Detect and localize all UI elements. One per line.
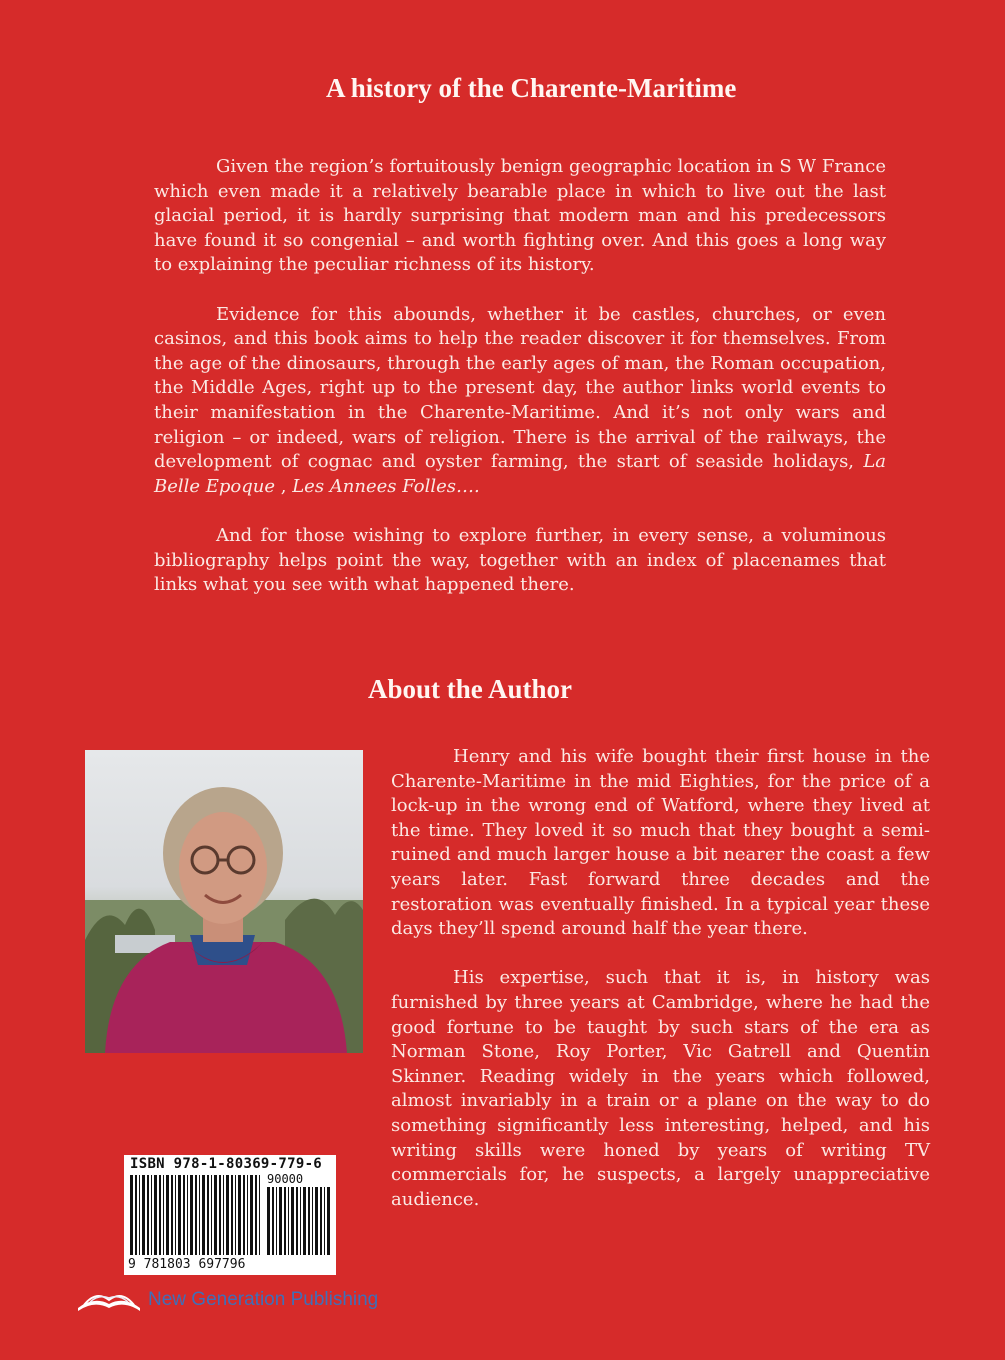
barcode-bar (327, 1187, 330, 1255)
barcode-bar (250, 1175, 253, 1255)
isbn-addon-code: 90000 (267, 1172, 304, 1186)
book-title: A history of the Charente-Maritime (326, 73, 737, 103)
barcode-bar (300, 1187, 301, 1255)
barcode-bar (175, 1175, 176, 1255)
barcode-bar (166, 1175, 169, 1255)
barcode-bar (272, 1187, 274, 1255)
barcode-bar (151, 1175, 152, 1255)
publisher-name: New Generation Publishing (148, 1289, 379, 1310)
barcode-bar (202, 1175, 205, 1255)
blurb-italic-la-belle-epoque: La Belle Epoque (154, 451, 887, 497)
barcode-bar (142, 1175, 145, 1255)
blurb-paragraph-1: Given the region’s fortuitously benign geographic location in S W France which even made it a relatively bearable place in which to live out the last glacial period, it is hardly surprising that modern man and his predecessors have found it so congenial – and worth fighting over. And this goes a long way to explaining the peculiar richness of its history. (154, 156, 886, 276)
barcode-bar (291, 1187, 294, 1255)
barcode-bar (207, 1175, 209, 1255)
barcode-bar (288, 1187, 289, 1255)
barcode-bar (259, 1175, 260, 1255)
barcode-bar (267, 1187, 270, 1255)
blurb-paragraph-3: And for those wishing to explore further, in every sense, a voluminous bibliography helps point the way, together with an index of placenames that links what you see with what happened there. (154, 524, 886, 596)
barcode-bar (195, 1175, 197, 1255)
ean-number: 9 781803 697796 (128, 1257, 246, 1272)
barcode-bar (219, 1175, 221, 1255)
barcode-bar (187, 1175, 188, 1255)
barcode-bar (320, 1187, 322, 1255)
barcode-bar (303, 1187, 306, 1255)
barcode-bar (276, 1187, 277, 1255)
barcode-bar (171, 1175, 173, 1255)
barcode-bar (183, 1175, 185, 1255)
blurb-italic-les-annees-folles: Les Annees Folles…. (292, 475, 480, 497)
barcode-bar (255, 1175, 257, 1255)
barcode-bar (154, 1175, 157, 1255)
blurb-paragraph-2 (154, 303, 886, 500)
isbn-number: ISBN 978-1-80369-779-6 (130, 1156, 323, 1172)
barcode-bar (163, 1175, 164, 1255)
barcode-bar (296, 1187, 298, 1255)
barcode-bar (247, 1175, 248, 1255)
barcode-bar (159, 1175, 161, 1255)
barcode-bar (235, 1175, 236, 1255)
author-bio-paragraph-2: His expertise, such that it is, in history was furnished by three years at Cambridge, where he had the good fortune to be taught by such stars of the era as Norman Stone, Roy Porter, Vic Gatrell and Quentin Skinner. Reading widely in the years which followed, almost invariably in a train or a plane on the way to do something significantly less interesting, helped, and his writing skills were honed by years of writing TV commercials for, he suspects, a largely unappreciative audience. (391, 967, 930, 1210)
author-photo (85, 750, 363, 1053)
barcode-bar (231, 1175, 233, 1255)
barcode-bar (190, 1175, 193, 1255)
blurb-separator: , (275, 475, 293, 497)
barcode-bar (226, 1175, 229, 1255)
barcode-bar (178, 1175, 181, 1255)
barcode-bar (243, 1175, 245, 1255)
barcode-bar (139, 1175, 140, 1255)
barcode-bar (211, 1175, 212, 1255)
barcode-bar (135, 1175, 137, 1255)
barcode-bar (147, 1175, 149, 1255)
publisher-logo (76, 1286, 378, 1314)
barcode-bar (279, 1187, 282, 1255)
author-bio (391, 745, 930, 1212)
barcode-bar (315, 1187, 318, 1255)
barcode-bar (324, 1187, 325, 1255)
barcode-bar (199, 1175, 200, 1255)
author-bio-paragraph-1: Henry and his wife bought their first house in the Charente-Maritime in the mid Eighties, for the price of a lock-up in the wrong end of Watford, where they lived at the time. They loved it so much that they bought a semi-ruined and much larger house a bit nearer the coast a few years later. Fast forward three decades and the restoration was eventually finished. In a typical year these days they’ll spend around half the year there. (391, 746, 930, 940)
barcode-bar (284, 1187, 286, 1255)
book-blurb (154, 155, 886, 598)
barcode-bar (308, 1187, 310, 1255)
barcode-bar (130, 1175, 133, 1255)
open-book-icon (76, 1286, 142, 1314)
isbn-barcode (124, 1155, 336, 1275)
about-author-heading: About the Author (368, 674, 573, 704)
barcode-bar (238, 1175, 241, 1255)
barcode-bar (214, 1175, 217, 1255)
barcode-bar (223, 1175, 224, 1255)
blurb-paragraph-2-text: Evidence for this abounds, whether it be castles, churches, or even casinos, and this book aims to help the reader discover it for themselves. From the age of the dinosaurs, through the early ages of man, the Roman occupation, the Middle Ages, right up to the present day, the author links world events to their manifestation in the Charente-Maritime. And it’s not only wars and religion – or indeed, wars of religion. There is the arrival of the railways, the development of cognac and oyster farming, the start of seaside holidays, (154, 303, 886, 473)
barcode-bar (312, 1187, 313, 1255)
